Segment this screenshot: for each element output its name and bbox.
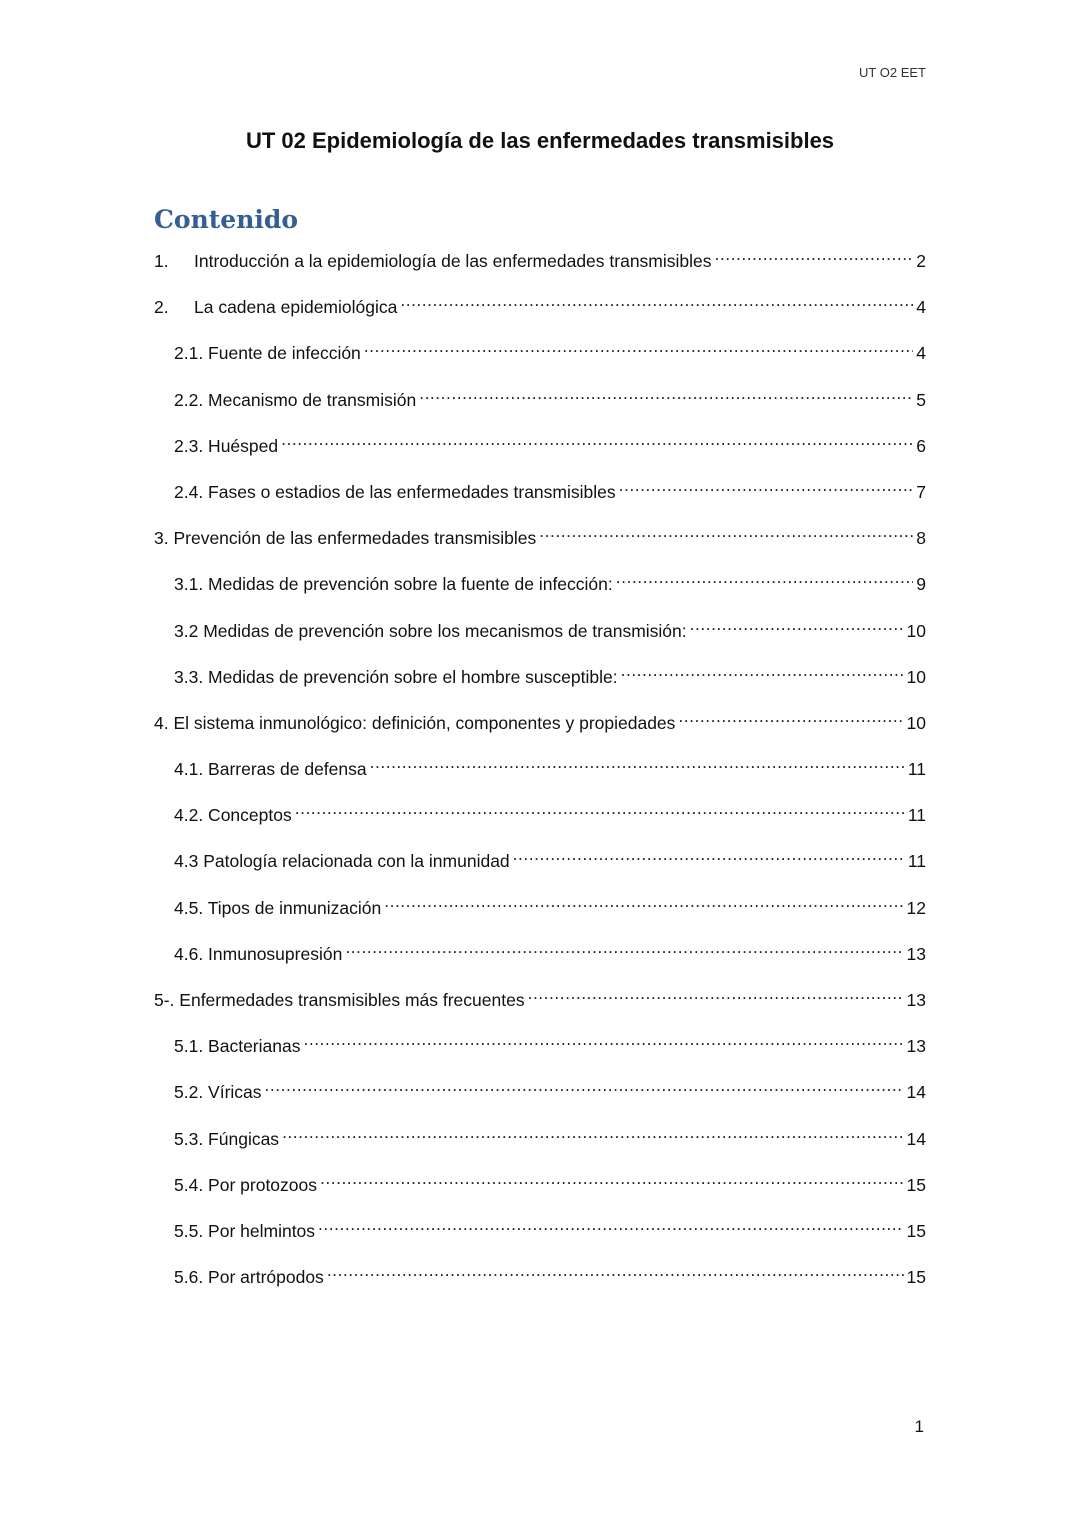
toc-entry-title: 4.5. Tipos de inmunización: [174, 897, 382, 918]
toc-entry-page: 8: [916, 528, 926, 549]
toc-entry-page: 10: [906, 620, 926, 641]
dot-leader: [295, 795, 905, 821]
toc-entry-page: 14: [906, 1128, 926, 1149]
toc-entry-title: 2.4. Fases o estadios de las enfermedades transmisibles: [174, 481, 616, 502]
toc-entry-title: Introducción a la epidemiología de las enfermedades transmisibles: [194, 251, 712, 271]
toc-entry-title: 5.6. Por artrópodos: [174, 1267, 324, 1288]
dot-leader: [265, 1072, 904, 1098]
toc-entry-4-6[interactable]: [154, 934, 926, 980]
toc-entry-number: 2.: [154, 297, 169, 318]
toc-entry-5-2[interactable]: [154, 1072, 926, 1118]
dot-leader: [303, 1026, 903, 1052]
dot-leader: [318, 1211, 903, 1237]
toc-entry-3-3[interactable]: [154, 657, 926, 703]
toc-entry-2-3[interactable]: [154, 426, 926, 472]
toc-entry-4[interactable]: [154, 703, 926, 749]
dot-leader: [345, 934, 903, 960]
toc-entry-title: 4.6. Inmunosupresión: [174, 943, 343, 964]
toc-entry-title: 5.5. Por helmintos: [174, 1220, 316, 1241]
toc-entry-4-5[interactable]: [154, 888, 926, 934]
dot-leader: [616, 564, 913, 590]
toc-entry-page: 14: [906, 1082, 926, 1103]
toc-entry-3-1[interactable]: [154, 564, 926, 610]
toc-entry-page: 9: [916, 574, 926, 595]
running-header: UT O2 EET: [859, 65, 926, 80]
toc-entry-2-1[interactable]: [154, 333, 926, 379]
toc-entry-3-2[interactable]: [154, 611, 926, 657]
toc-heading: Contenido: [154, 205, 299, 234]
dot-leader: [327, 1257, 904, 1283]
toc-entry-4-1[interactable]: [154, 749, 926, 795]
dot-leader: [690, 611, 904, 637]
toc-entry-page: 11: [907, 759, 926, 780]
toc-entry-title: 2.2. Mecanismo de transmisión: [174, 389, 417, 410]
table-of-contents: [154, 241, 926, 1303]
toc-entry-4-3[interactable]: [154, 841, 926, 887]
page-number: 1: [914, 1417, 924, 1436]
toc-entry-page: 4: [916, 297, 926, 318]
dot-leader: [320, 1165, 904, 1191]
toc-entry-5[interactable]: [154, 980, 926, 1026]
toc-entry-5-3[interactable]: [154, 1119, 926, 1165]
toc-entry-page: 13: [906, 990, 926, 1010]
toc-entry-title: 5.1. Bacterianas: [174, 1036, 301, 1057]
toc-entry-page: 6: [916, 435, 926, 456]
toc-entry-5-4[interactable]: [154, 1165, 926, 1211]
toc-entry-title: 4.3 Patología relacionada con la inmunidad: [174, 851, 510, 872]
dot-leader: [715, 241, 913, 267]
toc-entry-title: 3.2 Medidas de prevención sobre los mecanismos de transmisión:: [174, 620, 687, 641]
toc-entry-page: 10: [906, 666, 926, 687]
dot-leader: [528, 980, 904, 1006]
toc-entry-5-5[interactable]: [154, 1211, 926, 1257]
toc-entry-3[interactable]: [154, 518, 926, 564]
toc-entry-title: 3.3. Medidas de prevención sobre el hombre susceptible:: [174, 666, 618, 687]
toc-entry-title: 5.2. Víricas: [174, 1082, 262, 1103]
toc-entry-2[interactable]: [154, 287, 926, 333]
toc-entry-page: 15: [906, 1220, 926, 1241]
dot-leader: [282, 1119, 903, 1145]
toc-entry-page: 13: [906, 943, 926, 964]
toc-entry-page: 7: [916, 481, 926, 502]
dot-leader: [513, 841, 905, 867]
dot-leader: [281, 426, 913, 452]
dot-leader: [539, 518, 913, 544]
toc-entry-page: 15: [906, 1267, 926, 1288]
toc-entry-title: 4.1. Barreras de defensa: [174, 759, 367, 780]
toc-entry-4-2[interactable]: [154, 795, 926, 841]
toc-entry-page: 11: [907, 851, 926, 872]
toc-entry-2-4[interactable]: [154, 472, 926, 518]
dot-leader: [678, 703, 903, 729]
toc-entry-page: 13: [906, 1036, 926, 1057]
dot-leader: [619, 472, 913, 498]
toc-entry-title: 2.3. Huésped: [174, 435, 279, 456]
dot-leader: [370, 749, 905, 775]
dot-leader: [621, 657, 904, 683]
dot-leader: [400, 287, 913, 313]
toc-entry-5-6[interactable]: [154, 1257, 926, 1303]
dot-leader: [384, 888, 903, 914]
dot-leader: [419, 380, 913, 406]
toc-entry-page: 5: [916, 389, 926, 410]
toc-entry-title: 5-. Enfermedades transmisibles más frecuentes: [154, 990, 525, 1010]
toc-entry-title: 3.1. Medidas de prevención sobre la fuente de infección:: [174, 574, 613, 595]
toc-entry-page: 10: [906, 712, 926, 733]
toc-entry-1[interactable]: [154, 241, 926, 287]
toc-entry-5-1[interactable]: [154, 1026, 926, 1072]
document-title: UT 02 Epidemiología de las enfermedades transmisibles: [245, 128, 835, 153]
toc-entry-title: 4. El sistema inmunológico: definición, componentes y propiedades: [154, 712, 676, 733]
toc-entry-page: 11: [907, 805, 926, 826]
toc-entry-title: 3. Prevención de las enfermedades transmisibles: [154, 528, 537, 549]
toc-entry-page: 12: [906, 897, 926, 918]
toc-entry-page: 2: [916, 251, 926, 271]
dot-leader: [364, 333, 913, 359]
toc-entry-title: 2.1. Fuente de infección: [174, 343, 361, 364]
toc-entry-2-2[interactable]: [154, 380, 926, 426]
toc-entry-page: 4: [916, 343, 926, 364]
toc-entry-number: 1.: [154, 251, 169, 271]
toc-entry-title: 4.2. Conceptos: [174, 805, 292, 826]
toc-entry-title: 5.4. Por protozoos: [174, 1174, 317, 1195]
toc-entry-title: 5.3. Fúngicas: [174, 1128, 280, 1149]
toc-entry-page: 15: [906, 1174, 926, 1195]
toc-entry-title: La cadena epidemiológica: [194, 297, 398, 318]
